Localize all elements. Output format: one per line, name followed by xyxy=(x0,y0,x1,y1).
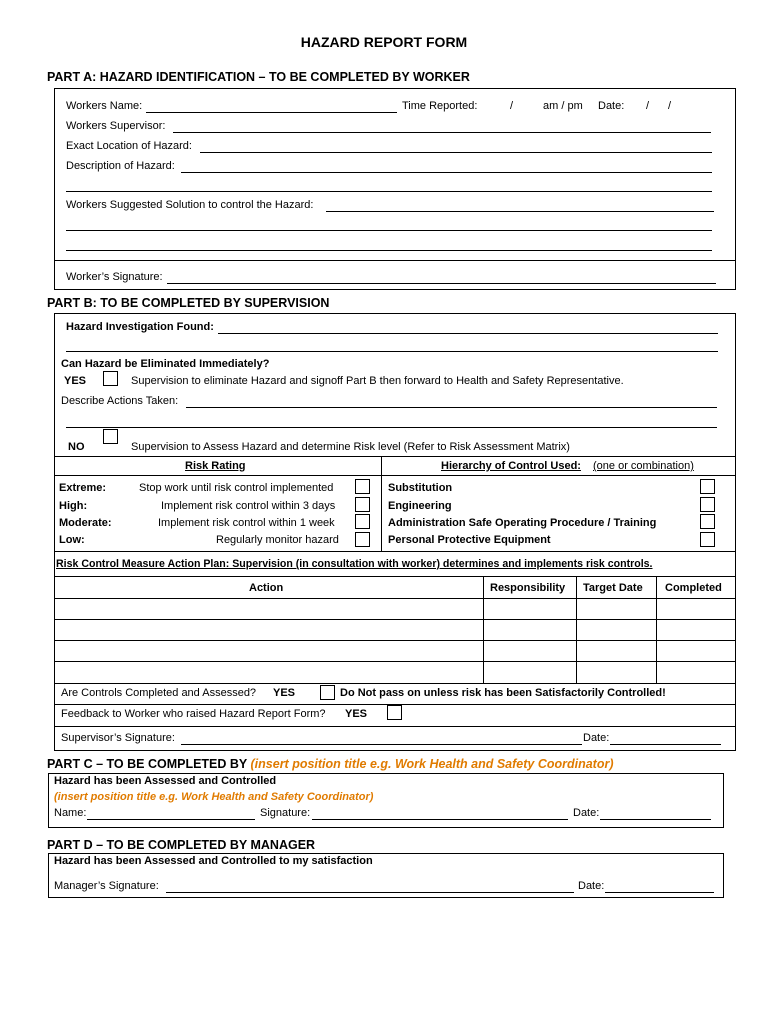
action-col-2 xyxy=(576,576,577,683)
description-label: Description of Hazard: xyxy=(66,160,175,172)
eliminate-yes-checkbox[interactable] xyxy=(103,371,118,386)
supervisor-signature-field[interactable] xyxy=(181,744,582,745)
no-instruction: Supervision to Assess Hazard and determine Risk level (Refer to Risk Assessment Matrix) xyxy=(131,441,570,453)
control-ppe-checkbox[interactable] xyxy=(700,532,715,547)
part-d-heading: PART D – TO BE COMPLETED BY MANAGER xyxy=(47,838,316,852)
risk-table-bottom xyxy=(54,551,736,552)
col-target-date: Target Date xyxy=(583,582,643,594)
part-c-position-note: (insert position title e.g. Work Health and Safety Coordinator) xyxy=(54,791,374,803)
action-plan-heading: Risk Control Measure Action Plan: Supervision (in consultation with worker) determines and implements risk controls. xyxy=(56,558,653,570)
date-slash-2: / xyxy=(668,100,672,112)
rating-high-checkbox[interactable] xyxy=(355,497,370,512)
action-row-line-4 xyxy=(54,661,736,662)
rating-moderate-text: Implement risk control within 1 week xyxy=(158,517,335,529)
col-responsibility: Responsibility xyxy=(490,582,566,594)
actions-field-2[interactable] xyxy=(66,427,717,428)
supervisor-date-label: Date: xyxy=(583,732,610,744)
investigation-label: Hazard Investigation Found: xyxy=(66,321,214,333)
rating-extreme-checkbox[interactable] xyxy=(355,479,370,494)
hierarchy-note: (one or combination) xyxy=(593,460,694,472)
eliminate-question: Can Hazard be Eliminated Immediately? xyxy=(61,358,270,370)
controls-completed-checkbox[interactable] xyxy=(320,685,335,700)
col-action: Action xyxy=(249,582,284,594)
action-col-3 xyxy=(656,576,657,683)
eliminate-no-checkbox[interactable] xyxy=(103,429,118,444)
part-c-assessed: Hazard has been Assessed and Controlled xyxy=(54,775,277,787)
part-a-heading: PART A: HAZARD IDENTIFICATION – TO BE COMPLETED BY WORKER xyxy=(47,70,470,84)
risk-rating-heading: Risk Rating xyxy=(185,460,246,472)
manager-signature-field[interactable] xyxy=(166,892,574,893)
control-substitution: Substitution xyxy=(388,482,453,494)
controls-completed-label: Are Controls Completed and Assessed? xyxy=(61,687,257,699)
rating-low-checkbox[interactable] xyxy=(355,532,370,547)
part-c-heading xyxy=(47,757,614,771)
rating-extreme-label: Extreme: xyxy=(59,482,107,494)
rating-moderate-checkbox[interactable] xyxy=(355,514,370,529)
yes-instruction: Supervision to eliminate Hazard and signoff Part B then forward to Health and Safety Representative. xyxy=(131,375,624,387)
worker-signature-label: Worker’s Signature: xyxy=(66,271,163,283)
ampm-label: am / pm xyxy=(543,100,583,112)
control-engineering: Engineering xyxy=(388,500,452,512)
risk-table-top xyxy=(54,456,736,457)
action-row-line-1 xyxy=(54,598,736,599)
rating-extreme-text: Stop work until risk control implemented xyxy=(139,482,334,494)
hierarchy-heading: Hierarchy of Control Used: xyxy=(441,460,581,472)
action-row-line-2 xyxy=(54,619,736,620)
risk-table-header-line xyxy=(54,475,736,476)
solution-field-3[interactable] xyxy=(66,250,712,251)
solution-label: Workers Suggested Solution to control the Hazard: xyxy=(66,199,314,211)
rating-low-text: Regularly monitor hazard xyxy=(216,534,339,546)
part-c-signature-label: Signature: xyxy=(260,807,311,819)
part-b-heading: PART B: TO BE COMPLETED BY SUPERVISION xyxy=(47,296,330,310)
part-c-date-label: Date: xyxy=(573,807,600,819)
feedback-row-bottom xyxy=(54,726,736,727)
manager-date-field[interactable] xyxy=(605,892,714,893)
solution-field-2[interactable] xyxy=(66,230,712,231)
control-ppe: Personal Protective Equipment xyxy=(388,534,551,546)
control-engineering-checkbox[interactable] xyxy=(700,497,715,512)
action-table-top xyxy=(54,576,736,577)
rating-moderate-label: Moderate: xyxy=(59,517,112,529)
control-substitution-checkbox[interactable] xyxy=(700,479,715,494)
control-administration-checkbox[interactable] xyxy=(700,514,715,529)
rating-low-label: Low: xyxy=(59,534,85,546)
investigation-field[interactable] xyxy=(218,333,718,334)
part-c-name-label: Name: xyxy=(54,807,87,819)
description-field[interactable] xyxy=(181,172,712,173)
part-c-heading-note: (insert position title e.g. Work Health and Safety Coordinator) xyxy=(250,757,614,771)
col-completed: Completed xyxy=(665,582,722,594)
action-row-line-3 xyxy=(54,640,736,641)
action-table-bottom xyxy=(54,683,736,684)
time-reported-label: Time Reported: xyxy=(402,100,478,112)
manager-date-label: Date: xyxy=(578,880,605,892)
part-d-assessed: Hazard has been Assessed and Controlled to my satisfaction xyxy=(54,855,373,867)
feedback-label: Feedback to Worker who raised Hazard Report Form? xyxy=(61,708,326,720)
workers-name-label: Workers Name: xyxy=(66,100,143,112)
action-col-1 xyxy=(483,576,484,683)
worker-signature-field[interactable] xyxy=(167,283,716,284)
risk-table-divider xyxy=(381,456,382,552)
form-title: HAZARD REPORT FORM xyxy=(300,34,468,50)
supervisor-signature-label: Supervisor’s Signature: xyxy=(61,732,175,744)
location-label: Exact Location of Hazard: xyxy=(66,140,192,152)
actions-label: Describe Actions Taken: xyxy=(61,395,179,407)
feedback-yes-label: YES xyxy=(345,708,368,720)
part-c-date-field[interactable] xyxy=(600,819,711,820)
controls-yes-label: YES xyxy=(273,687,296,699)
date-label: Date: xyxy=(598,100,625,112)
investigation-field-2[interactable] xyxy=(66,351,718,352)
location-field[interactable] xyxy=(200,152,712,153)
part-c-heading-text: PART C – TO BE COMPLETED BY xyxy=(47,757,248,771)
control-administration: Administration Safe Operating Procedure / Training xyxy=(388,517,657,529)
rating-high-label: High: xyxy=(59,500,88,512)
description-field-2[interactable] xyxy=(66,191,712,192)
yes-label: YES xyxy=(64,375,87,387)
actions-field[interactable] xyxy=(186,407,717,408)
no-label: NO xyxy=(68,441,85,453)
workers-name-field[interactable] xyxy=(146,112,397,113)
feedback-checkbox[interactable] xyxy=(387,705,402,720)
rating-high-text: Implement risk control within 3 days xyxy=(161,500,336,512)
date-slash-1: / xyxy=(646,100,650,112)
manager-signature-label: Manager’s Signature: xyxy=(54,880,159,892)
part-c-name-field[interactable] xyxy=(87,819,255,820)
supervisor-date-field[interactable] xyxy=(610,744,721,745)
supervisor-field[interactable] xyxy=(173,132,711,133)
solution-field[interactable] xyxy=(326,211,714,212)
part-a-divider xyxy=(54,260,736,261)
supervisor-label: Workers Supervisor: xyxy=(66,120,166,132)
time-slash: / xyxy=(510,100,514,112)
part-c-signature-field[interactable] xyxy=(312,819,568,820)
do-not-pass-warning: Do Not pass on unless risk has been Satisfactorily Controlled! xyxy=(340,687,666,699)
